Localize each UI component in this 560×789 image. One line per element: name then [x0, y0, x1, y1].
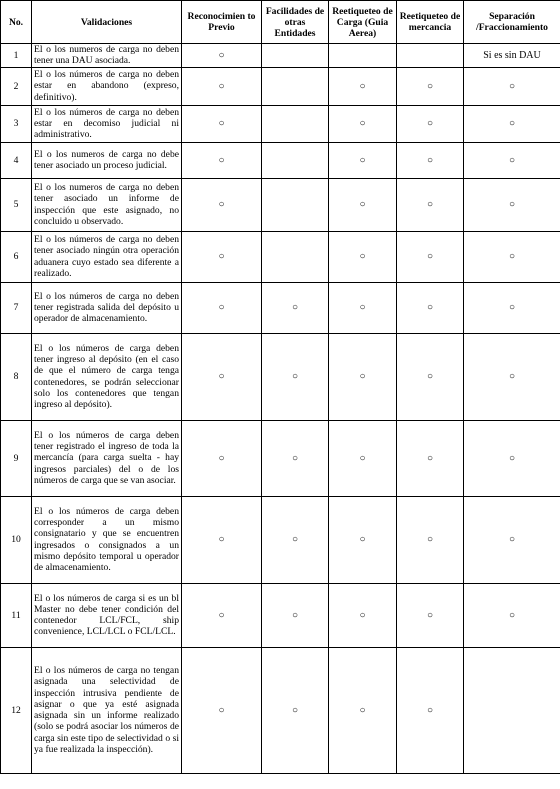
- mark-reetiqueteo-mercancia: ○: [397, 231, 464, 282]
- mark-separacion: ○: [464, 282, 560, 333]
- mark-reetiqueteo-mercancia: ○: [397, 282, 464, 333]
- mark-separacion: ○: [464, 67, 560, 105]
- table-row: [1, 105, 560, 142]
- mark-reetiqueteo-mercancia: ○: [397, 420, 464, 496]
- mark-reetiqueteo-carga: ○: [329, 647, 397, 773]
- mark-reconocimiento: ○: [182, 583, 262, 647]
- mark-separacion: ○: [464, 142, 560, 178]
- mark-facilidades: [262, 67, 329, 105]
- header-reconocimiento-previo: Reconocimien to Previo: [182, 1, 262, 44]
- table-row: [1, 231, 560, 282]
- header-facilidades-otras-entidades: Facilidades de otras Entidades: [262, 1, 329, 44]
- validation-text: El o los números de carga no tengan asignada una selectividad de inspección intrusiva pendiente de asignar o que ya esté asignada asignada sin un informe realizado (solo se podrá asociar los números de carga sin este tipo de selectividad o si ya fue realizada la inspección).: [32, 647, 182, 773]
- mark-reetiqueteo-carga: ○: [329, 496, 397, 583]
- header-separacion-fraccionamiento: Separación /Fraccionamiento: [464, 1, 560, 44]
- row-number: 12: [1, 647, 32, 773]
- validation-text: El o los números de carga deben tener registrado el ingreso de toda la mercancía (para carga suelta - hay ingresos parciales) del o de los números de carga que se van asociar.: [32, 420, 182, 496]
- mark-reetiqueteo-carga: ○: [329, 178, 397, 231]
- mark-facilidades: [262, 231, 329, 282]
- mark-facilidades: [262, 142, 329, 178]
- row-number: 4: [1, 142, 32, 178]
- mark-reconocimiento: ○: [182, 67, 262, 105]
- mark-reconocimiento: ○: [182, 282, 262, 333]
- validation-text: El o los números de carga deben tener ingreso al depósito (en el caso de que el número de carga tenga contenedores, se podrán seleccionar solo los contenedores que tengan ingreso al depósito).: [32, 333, 182, 420]
- mark-reetiqueteo-mercancia: ○: [397, 142, 464, 178]
- mark-reetiqueteo-mercancia: ○: [397, 496, 464, 583]
- mark-reetiqueteo-mercancia: ○: [397, 333, 464, 420]
- mark-facilidades: ○: [262, 496, 329, 583]
- mark-reetiqueteo-mercancia: ○: [397, 647, 464, 773]
- mark-reetiqueteo-mercancia: ○: [397, 583, 464, 647]
- mark-reetiqueteo-carga: ○: [329, 67, 397, 105]
- mark-separacion: ○: [464, 333, 560, 420]
- validation-text: El o los números de carga no deben tener registrada salida del depósito u operador de almacenamiento.: [32, 282, 182, 333]
- mark-reetiqueteo-carga: ○: [329, 583, 397, 647]
- mark-reetiqueteo-carga: [329, 44, 397, 68]
- row-number: 2: [1, 67, 32, 105]
- mark-reconocimiento: ○: [182, 333, 262, 420]
- mark-reconocimiento: ○: [182, 647, 262, 773]
- mark-separacion: ○: [464, 420, 560, 496]
- mark-reetiqueteo-carga: ○: [329, 231, 397, 282]
- row-number: 7: [1, 282, 32, 333]
- mark-reconocimiento: ○: [182, 420, 262, 496]
- header-no: No.: [1, 1, 32, 44]
- validation-text: El o los números de carga no deben tener asociado ningún otra operación aduanera cuyo estado sea diferente a realizado.: [32, 231, 182, 282]
- mark-reconocimiento: ○: [182, 44, 262, 68]
- mark-separacion: [464, 647, 560, 773]
- table-header-row: [1, 1, 560, 44]
- mark-separacion: ○: [464, 178, 560, 231]
- table-row: [1, 647, 560, 773]
- mark-facilidades: ○: [262, 647, 329, 773]
- mark-facilidades: [262, 44, 329, 68]
- header-reetiqueteo-carga: Reetiqueteo de Carga (Guia Aerea): [329, 1, 397, 44]
- mark-separacion: ○: [464, 105, 560, 142]
- mark-facilidades: ○: [262, 420, 329, 496]
- mark-reconocimiento: ○: [182, 142, 262, 178]
- validation-text: El o los números de carga deben corresponder a un mismo consignatario y que se encuentren ingresados o consignados a un mismo depósito temporal u operador de almacenamiento.: [32, 496, 182, 583]
- mark-separacion: ○: [464, 231, 560, 282]
- validation-text: El o los numeros de carga no debe tener asociado un proceso judicial.: [32, 142, 182, 178]
- validation-text: El o los números de carga si es un bl Master no debe tener condición del contenedor LCL/FCL, ship convenience, LCL/LCL o FCL/LCL.: [32, 583, 182, 647]
- row-number: 9: [1, 420, 32, 496]
- table-row: [1, 142, 560, 178]
- mark-reetiqueteo-carga: ○: [329, 333, 397, 420]
- row-number: 8: [1, 333, 32, 420]
- row-number: 3: [1, 105, 32, 142]
- mark-facilidades: ○: [262, 333, 329, 420]
- table-row: [1, 583, 560, 647]
- validation-text: El o los números de carga no deben estar en abandono (expreso, definitivo).: [32, 67, 182, 105]
- mark-reetiqueteo-carga: ○: [329, 420, 397, 496]
- mark-separacion: Si es sin DAU: [464, 44, 560, 68]
- row-number: 6: [1, 231, 32, 282]
- mark-separacion: ○: [464, 583, 560, 647]
- mark-reetiqueteo-mercancia: ○: [397, 105, 464, 142]
- row-number: 10: [1, 496, 32, 583]
- table-row: [1, 496, 560, 583]
- table-row: [1, 178, 560, 231]
- header-reetiqueteo-mercancia: Reetiqueteo de mercancia: [397, 1, 464, 44]
- mark-facilidades: ○: [262, 282, 329, 333]
- mark-facilidades: ○: [262, 583, 329, 647]
- mark-reconocimiento: ○: [182, 178, 262, 231]
- mark-reetiqueteo-mercancia: ○: [397, 67, 464, 105]
- mark-reetiqueteo-mercancia: [397, 44, 464, 68]
- table-row: [1, 67, 560, 105]
- mark-reetiqueteo-carga: ○: [329, 282, 397, 333]
- mark-separacion: ○: [464, 496, 560, 583]
- table-row: [1, 420, 560, 496]
- mark-reetiqueteo-mercancia: ○: [397, 178, 464, 231]
- mark-reetiqueteo-carga: ○: [329, 105, 397, 142]
- mark-facilidades: [262, 178, 329, 231]
- mark-reconocimiento: ○: [182, 231, 262, 282]
- mark-reconocimiento: ○: [182, 105, 262, 142]
- validation-text: El o los números de carga no deben estar en decomiso judicial ni administrativo.: [32, 105, 182, 142]
- validation-text: El o los numeros de carga no deben tener una DAU asociada.: [32, 44, 182, 68]
- mark-reetiqueteo-carga: ○: [329, 142, 397, 178]
- row-number: 5: [1, 178, 32, 231]
- mark-facilidades: [262, 105, 329, 142]
- table-row: [1, 44, 560, 68]
- header-validaciones: Validaciones: [32, 1, 182, 44]
- validation-text: El o los numeros de carga no deben tener asociado un informe de inspección que este asignado, no concluido u observado.: [32, 178, 182, 231]
- row-number: 1: [1, 44, 32, 68]
- row-number: 11: [1, 583, 32, 647]
- table-row: [1, 333, 560, 420]
- mark-reconocimiento: ○: [182, 496, 262, 583]
- table-row: [1, 282, 560, 333]
